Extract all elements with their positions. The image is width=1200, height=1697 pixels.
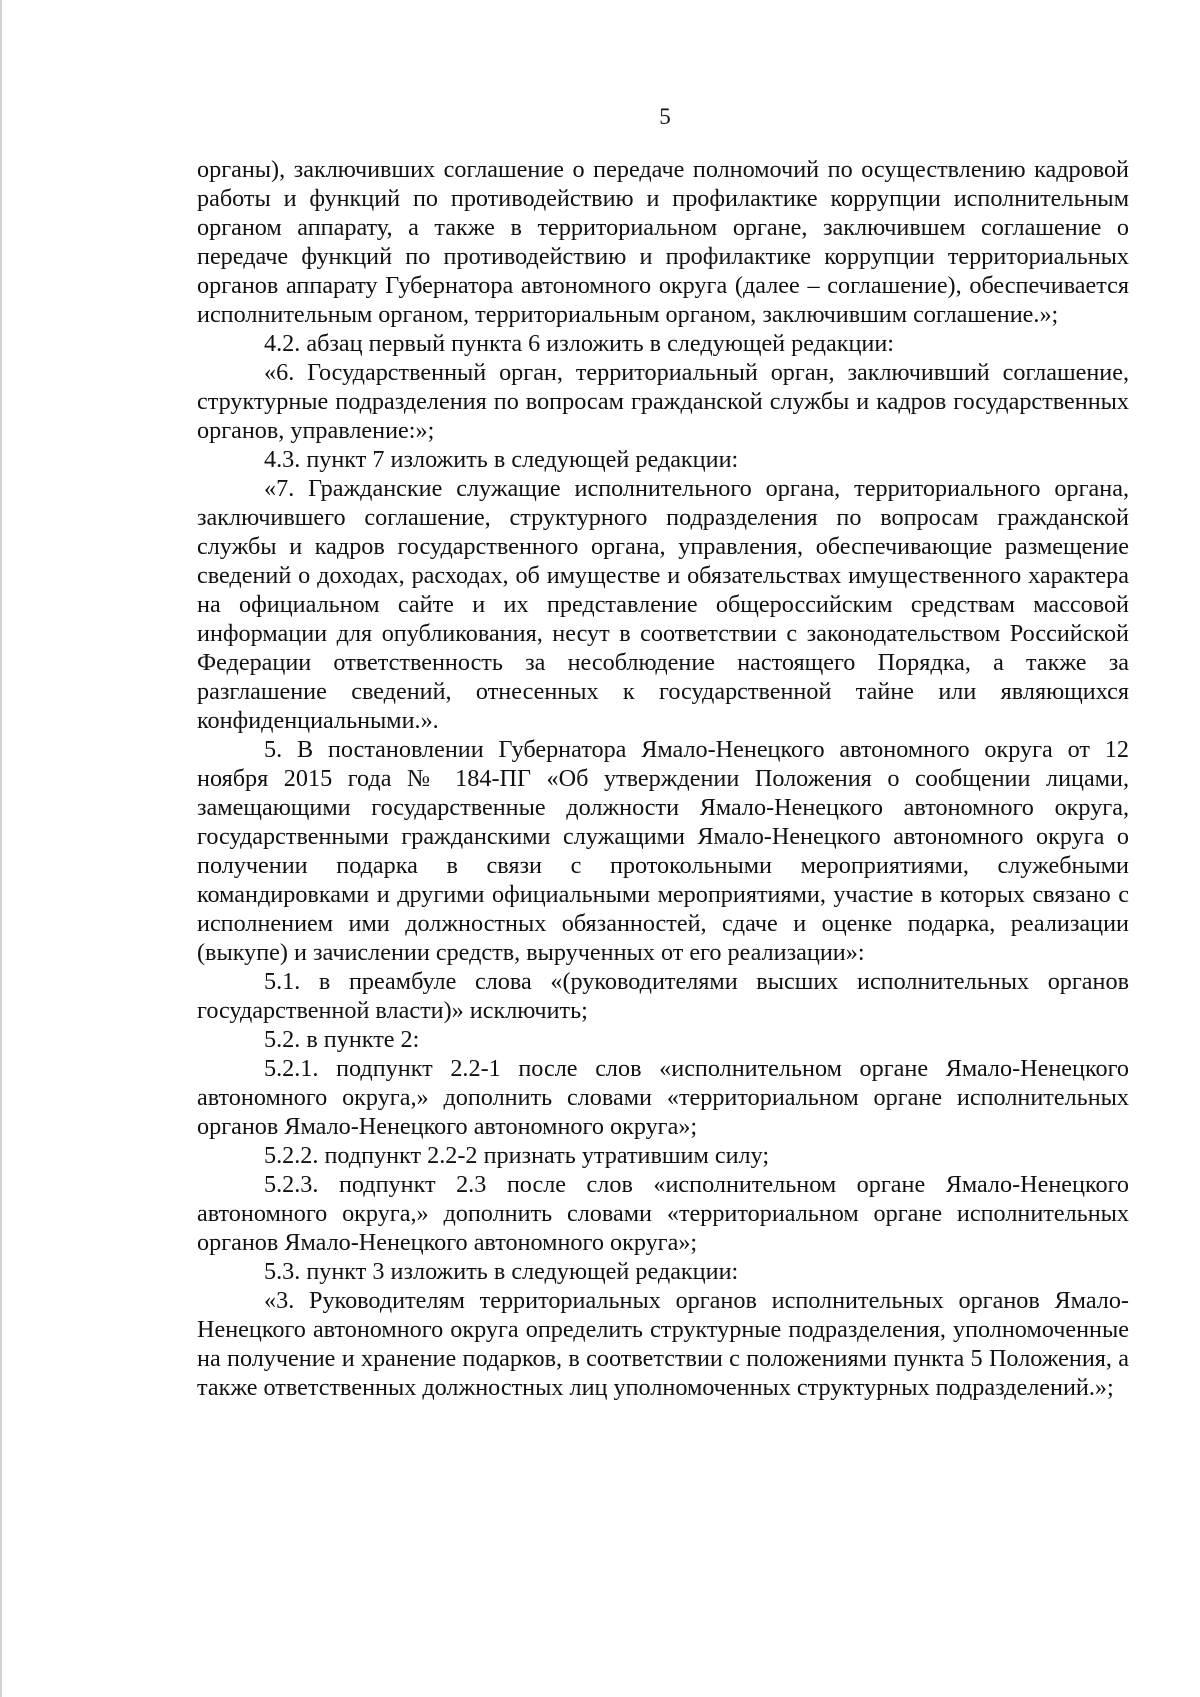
page-number: 5 — [659, 104, 671, 129]
paragraph: 4.3. пункт 7 изложить в следующей редакции: — [264, 446, 739, 473]
paragraph: «3. Руководителям территориальных органов исполнительных органов Ямало-Ненецкого автономного округа определить структурные подразделения, уполномоченные на получение и хранение подарков, в соответствии с положениями пункта 5 Положения, а также ответственных должностных лиц уполномоченных структурных подразделений.»; — [197, 1287, 1129, 1401]
paragraph: 5.2.2. подпункт 2.2-2 признать утратившим силу; — [264, 1142, 770, 1169]
paragraph: 5. В постановлении Губернатора Ямало-Ненецкого автономного округа от 12 ноября 2015 года № 184-ПГ «Об утверждении Положения о сообщении лицами, замещающими государственные должности Ямало-Ненецкого автономного округа, государственными гражданскими служащими Ямало-Ненецкого автономного округа о получении подарка в связи с протокольными мероприятиями, служебными командировками и другими официальными мероприятиями, участие в которых связано с исполнением ими должностных обязанностей, сдаче и оценке подарка, реализации (выкупе) и зачислении средств, вырученных от его реализации»: — [197, 736, 1129, 966]
paragraph: 5.3. пункт 3 изложить в следующей редакции: — [264, 1258, 739, 1285]
paragraph: «6. Государственный орган, территориальный орган, заключивший соглашение, структурные подразделения по вопросам гражданской службы и кадров государственных органов, управление:»; — [197, 359, 1129, 444]
paragraph: 5.1. в преамбуле слова «(руководителями высших исполнительных органов государственной власти)» исключить; — [197, 968, 1129, 1024]
paragraph: 4.2. абзац первый пункта 6 изложить в следующей редакции: — [264, 330, 895, 357]
paragraph: 5.2.3. подпункт 2.3 после слов «исполнительном органе Ямало-Ненецкого автономного округа,» дополнить словами «территориальном органе исполнительных органов Ямало-Ненецкого автономного округа»; — [197, 1171, 1129, 1256]
document-body — [197, 155, 1129, 1402]
paragraph: органы), заключивших соглашение о передаче полномочий по осуществлению кадровой работы и функций по противодействию и профилактике коррупции исполнительным органом аппарату, а также в территориальном органе, заключившем соглашение о передаче функций по противодействию и профилактике коррупции территориальных органов аппарату Губернатора автономного округа (далее – соглашение), обеспечивается исполнительным органом, территориальным органом, заключившим соглашение.»; — [197, 156, 1129, 328]
paragraph: 5.2.1. подпункт 2.2-1 после слов «исполнительном органе Ямало-Ненецкого автономного округа,» дополнить словами «территориальном органе исполнительных органов Ямало-Ненецкого автономного округа»; — [197, 1055, 1129, 1140]
paragraph: «7. Гражданские служащие исполнительного органа, территориального органа, заключившего соглашение, структурного подразделения по вопросам гражданской службы и кадров государственного органа, управления, обеспечивающие размещение сведений о доходах, расходах, об имуществе и обязательствах имущественного характера на официальном сайте и их представление общероссийским средствам массовой информации для опубликования, несут в соответствии с законодательством Российской Федерации ответственность за несоблюдение настоящего Порядка, а также за разглашение сведений, отнесенных к государственной тайне или являющихся конфиденциальными.». — [197, 475, 1129, 734]
paragraph: 5.2. в пункте 2: — [264, 1026, 420, 1053]
